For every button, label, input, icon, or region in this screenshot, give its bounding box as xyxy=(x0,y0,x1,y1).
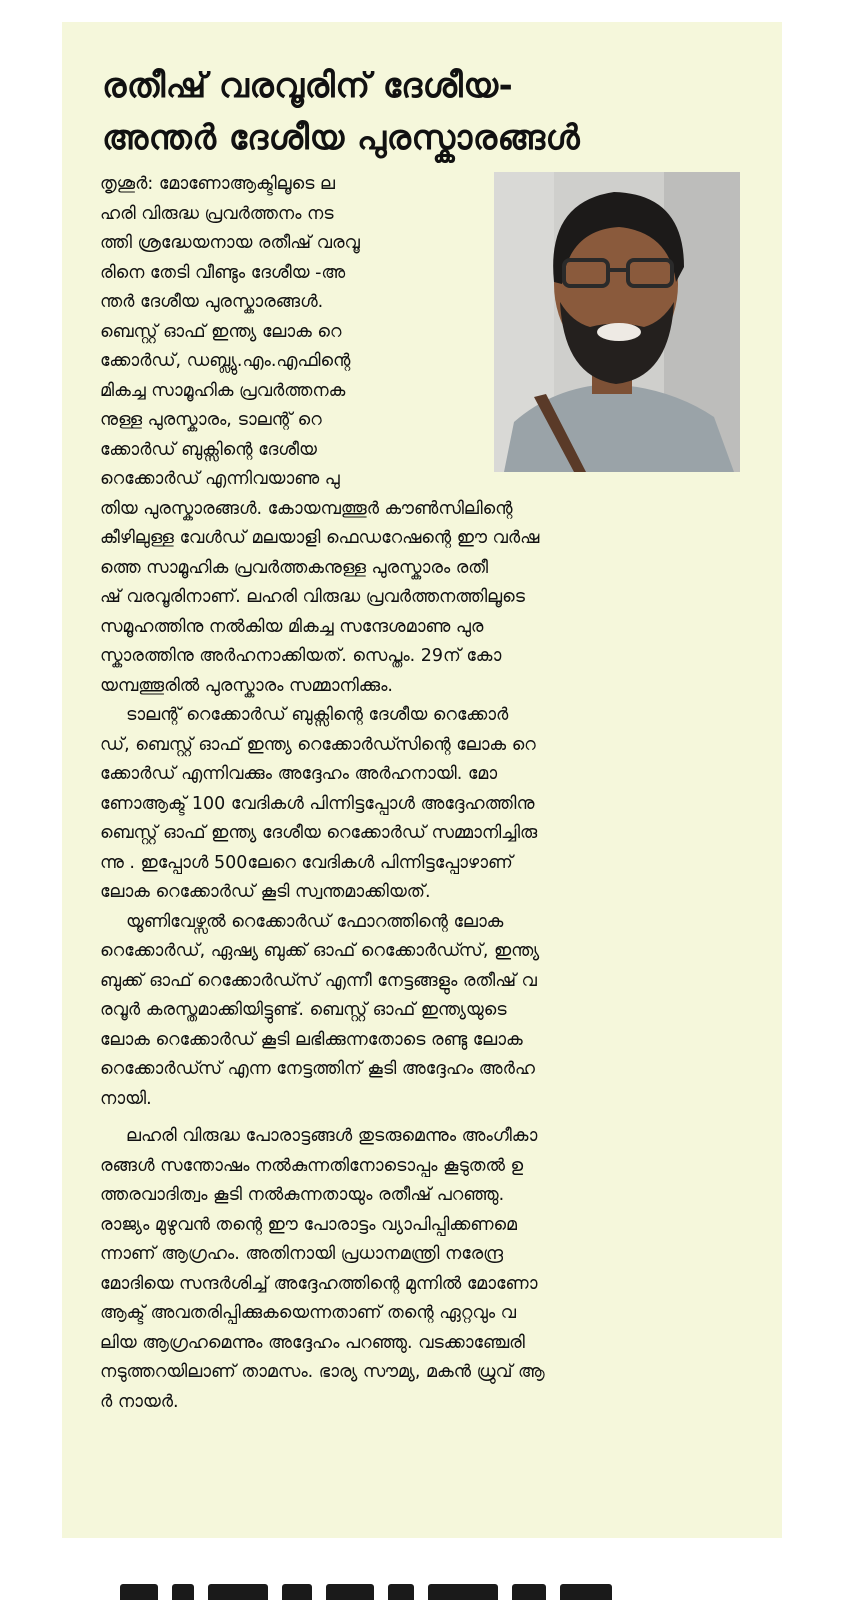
article-line: ന്നു . ഇപ്പോൾ 500ലേറെ വേദികൾ പിന്നിട്ടപ്പോഴാണ് xyxy=(100,852,513,873)
headline xyxy=(102,60,762,164)
headline-line-2: അന്തർ ദേശീയ പുരസ്കാരങ്ങൾ xyxy=(102,118,581,158)
article-line: യൂണിവേഴ്സൽ റെക്കോർഡ് ഫോറത്തിന്റെ ലോക xyxy=(126,911,504,932)
article-line: ലിയ ആഗ്രഹമെന്നും അദ്ദേഹം പറഞ്ഞു. വടക്കാഞ്ചേരി xyxy=(100,1332,525,1353)
article-line: സമൂഹത്തിനു നൽകിയ മികച്ച സന്ദേശമാണു പുര xyxy=(100,616,484,637)
headline-line-1: രതീഷ് വരവൂരിന് ദേശീയ- xyxy=(102,66,514,106)
article-line: രാജ്യം മുഴുവൻ തന്റെ ഈ പോരാട്ടം വ്യാപിപ്പിക്കണമെ xyxy=(100,1214,517,1235)
article-line: കീഴിലുള്ള വേൾഡ് മലയാളി ഫെഡറേഷന്റെ ഈ വർഷ xyxy=(100,528,540,548)
article-line: ക്കോർഡ് ബുക്സിന്റെ ദേശീയ xyxy=(100,439,317,460)
paragraph-gap xyxy=(100,1114,742,1122)
article-line: രങ്ങൾ സന്തോഷം നൽകുന്നതിനോടൊപ്പം കൂടുതൽ ഉ xyxy=(100,1155,524,1176)
next-article-cutoff xyxy=(120,1584,680,1600)
article-line: ഹരി വിരുദ്ധ പ്രവർത്തനം നട xyxy=(100,203,334,224)
article-line: ലോക റെക്കോർഡ് കൂടി ലഭിക്കുന്നതോടെ രണ്ടു ലോക xyxy=(100,1029,523,1050)
article-line: ന്നാണ് ആഗ്രഹം. അതിനായി പ്രധാനമന്ത്രി നരേന്ദ്ര xyxy=(100,1244,504,1264)
article-line: ബുക്ക് ഓഫ് റെക്കോർഡ്സ് എന്നീ നേട്ടങ്ങളും രതീഷ് വ xyxy=(100,970,537,991)
article-line: സ്കാരത്തിനു അർഹനാക്കിയത്. സെപ്തം. 29ന് കോ xyxy=(100,646,502,666)
article-line: ലോക റെക്കോർഡ് കൂടി സ്വന്തമാക്കിയത്. xyxy=(100,882,431,902)
article-line: നായി. xyxy=(100,1088,152,1109)
article-line: ക്കോർഡ്, ഡബ്ല്യു.എം.എഫിന്റെ xyxy=(100,351,351,371)
article-line: ഷ് വരവൂരിനാണ്. ലഹരി വിരുദ്ധ പ്രവർത്തനത്തിലൂടെ xyxy=(100,587,525,607)
article-line: ഡ്, ബെസ്റ്റ് ഓഫ് ഇന്ത്യ റെക്കോർഡ്സിന്റെ ലോക റെ xyxy=(100,734,536,755)
article-line: റെക്കോർഡ്സ് എന്ന നേട്ടത്തിന് കൂടി അദ്ദേഹം അർഹ xyxy=(100,1059,535,1079)
article-line: ത്തെ സാമൂഹിക പ്രവർത്തകനുള്ള പുരസ്കാരം രതീ xyxy=(100,557,489,578)
article-line: ബെസ്റ്റ് ഓഫ് ഇന്ത്യ ലോക റെ xyxy=(100,321,342,342)
article-line: രവൂർ കരസ്തമാക്കിയിട്ടുണ്ട്. ബെസ്റ്റ് ഓഫ് ഇന്ത്യയുടെ xyxy=(100,1000,507,1020)
article-line: ർ നായർ. xyxy=(100,1391,179,1412)
article-line: നടുത്തറയിലാണ് താമസം. ഭാര്യ സൗമ്യ, മകൻ ധ്രുവ് ആ xyxy=(100,1362,545,1382)
article-line: റെക്കോർഡ് എന്നിവയാണു പു xyxy=(100,469,340,489)
article-line: ടാലന്റ് റെക്കോർഡ് ബുക്സിന്റെ ദേശീയ റെക്കോർ xyxy=(126,705,509,725)
article-line: ണോആക്ട് 100 വേദികൾ പിന്നിട്ടപ്പോൾ അദ്ദേഹത്തിനു xyxy=(100,793,535,814)
article-line: രിനെ തേടി വീണ്ടും ദേശീയ -അ xyxy=(100,262,346,283)
article-line: ത്തരവാദിത്വം കൂടി നൽകുന്നതായും രതീഷ് പറഞ്ഞു. xyxy=(100,1185,505,1205)
article-line: റെക്കോർഡ്, ഏഷ്യ ബുക്ക് ഓഫ് റെക്കോർഡ്സ്, ഇന്ത്യ xyxy=(100,941,540,961)
article-line: നുള്ള പുരസ്കാരം, ടാലന്റ് റെ xyxy=(100,410,322,430)
article-line: തിയ പുരസ്കാരങ്ങൾ. കോയമ്പത്തൂർ കൗൺസിലിന്റെ xyxy=(100,498,513,519)
article-line: ത്തി ശ്രദ്ധേയനായ രതീഷ് വരവൂ xyxy=(100,233,360,253)
article-line: ബെസ്റ്റ് ഓഫ് ഇന്ത്യ ദേശീയ റെക്കോർഡ് സമ്മാനിച്ചിരു xyxy=(100,823,538,843)
article-line: ന്തർ ദേശീയ പുരസ്കാരങ്ങൾ. xyxy=(100,292,324,312)
newspaper-clipping xyxy=(62,22,782,1538)
article-line: ആക്ട് അവതരിപ്പിക്കുകയെന്നതാണ് തന്റെ ഏറ്റവും വ xyxy=(100,1303,517,1323)
article-line: മോദിയെ സന്ദർശിച്ച് അദ്ദേഹത്തിന്റെ മുന്നിൽ മോണോ xyxy=(100,1273,538,1294)
article-line: യമ്പത്തൂരിൽ പുരസ്കാരം സമ്മാനിക്കും. xyxy=(100,675,393,696)
article-line: ലഹരി വിരുദ്ധ പോരാട്ടങ്ങൾ തുടരുമെന്നും അംഗീകാ xyxy=(126,1126,538,1146)
article-line: മികച്ച സാമൂഹിക പ്രവർത്തനക xyxy=(100,380,346,401)
article-line: തൃശൂർ: മോണോആക്ടിലൂടെ ല xyxy=(100,174,335,194)
article-body xyxy=(100,170,742,1417)
article-line: ക്കോർഡ് എന്നിവക്കും അദ്ദേഹം അർഹനായി. മോ xyxy=(100,764,498,784)
